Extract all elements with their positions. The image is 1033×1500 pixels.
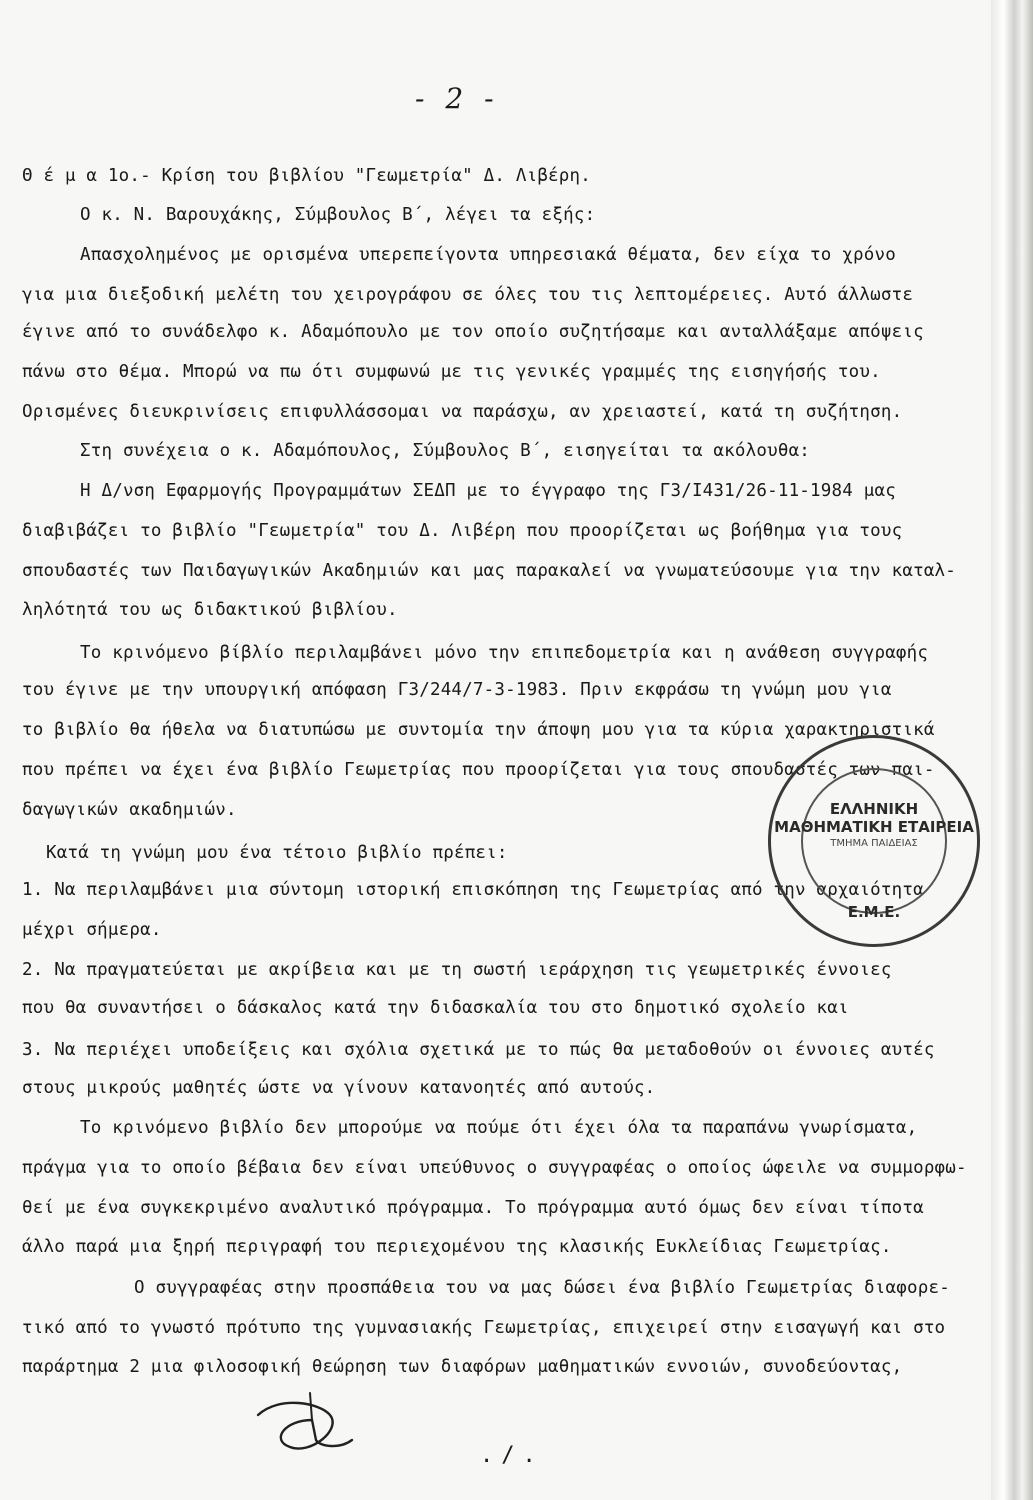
official-stamp: [768, 735, 980, 947]
text-line: πράγμα για το οποίο βέβαια δεν είναι υπεύθυνος ο συγγραφέας ο οποίος ώφειλε να συμμορφω-: [22, 1158, 967, 1178]
text-line: ληλότητά του ως διδακτικού βιβλίου.: [22, 600, 398, 620]
text-line: το βιβλίο θα ήθελα να διατυπώσω με συντομία την άποψη μου για τα κύρια χαρακτηριστικά: [22, 720, 935, 740]
list-item: 2. Να πραγματεύεται με ακρίβεια και με τη σωστή ιεράρχηση τις γεωμετρικές έννοιες: [22, 960, 892, 980]
text-line: σπουδαστές των Παιδαγωγικών Ακαδημιών και μας παρακαλεί να γνωματεύσουμε για την καταλ-: [22, 561, 957, 581]
continuation-marker: ./.: [480, 1443, 544, 1468]
list-item: 1. Να περιλαμβάνει μια σύντομη ιστορική επισκόπηση της Γεωμετρίας από την αρχαιότητα: [22, 880, 924, 900]
text-line: Ορισμένες διευκρινίσεις επιφυλλάσσομαι να παράσχω, αν χρειαστεί, κατά τη συζήτηση.: [22, 402, 903, 422]
stamp-ring-text: ΤΜΗΜΑ ΠΑΙΔΕΙΑΣ: [830, 838, 918, 849]
text-line: Κατά τη γνώμη μου ένα τέτοιο βιβλίο πρέπει:: [46, 843, 508, 863]
text-line: Το κρινόμενο βίβλίο περιλαμβάνει μόνο την επιπεδομετρία και η ανάθεση συγγραφής: [80, 643, 929, 663]
text-line: για μια διεξοδική μελέτη του χειρογράφου σε όλες του τις λεπτομέρειες. Αυτό άλλωστε: [22, 285, 914, 305]
page-edge: [991, 0, 1033, 1500]
text-line: Η Δ/νση Εφαρμογής Προγραμμάτων ΣΕΔΠ με το έγγραφο της Γ3/Ι431/26-11-1984 μας: [80, 481, 896, 501]
text-line: Ο κ. Ν. Βαρουχάκης, Σύμβουλος Β΄, λέγει τα εξής:: [80, 205, 596, 225]
handwritten-signature: [250, 1385, 360, 1465]
text-line: στους μικρούς μαθητές ώστε να γίνουν κατανοητές από αυτούς.: [22, 1078, 656, 1098]
text-line: έγινε από το συνάδελφο κ. Αδαμόπουλο με τον οποίο συζητήσαμε και ανταλλάξαμε απόψεις: [22, 322, 924, 342]
text-line: θεί με ένα συγκεκριμένο αναλυτικό πρόγραμμα. Το πρόγραμμα αυτό όμως δεν είναι τίποτα: [22, 1198, 924, 1218]
text-line: διαβιβάζει το βιβλίο "Γεωμετρία" του Δ. Λιβέρη που προορίζεται ως βοήθημα για τους: [22, 521, 903, 541]
text-line: δαγωγικών ακαδημιών.: [22, 800, 237, 820]
text-line: που θα συναντήσει ο δάσκαλος κατά την διδασκαλία του στο δημοτικό σχολείο και: [22, 998, 849, 1018]
text-line: άλλο παρά μια ξηρή περιγραφή του περιεχομένου της κλασικής Ευκλείδιας Γεωμετρίας.: [22, 1237, 892, 1257]
list-item: 3. Να περιέχει υποδείξεις και σχόλια σχετικά με το πώς θα μεταδοθούν οι έννοιες αυτές: [22, 1040, 935, 1060]
stamp-bottom-text: Ε.Μ.Ε.: [847, 903, 901, 921]
text-line: τικό από το γνωστό πρότυπο της γυμνασιακής Γεωμετρίας, επιχειρεί στην εισαγωγή και στο: [22, 1318, 946, 1338]
text-line: μέχρι σήμερα.: [22, 920, 162, 940]
stamp-top-text: ΕΛΛΗΝΙΚΗ ΜΑΘΗΜΑΤΙΚΗ ΕΤΑΙΡΕΙΑ: [774, 800, 974, 836]
text-line: πάνω στο θέμα. Μπορώ να πω ότι συμφωνώ με τις γενικές γραμμές της εισηγήσής του.: [22, 362, 881, 382]
text-line: του έγινε με την υπουργική απόφαση Γ3/244/7-3-1983. Πριν εκφράσω τη γνώμη μου για: [22, 680, 892, 700]
text-line: Το κρινόμενο βιβλίο δεν μπορούμε να πούμε ότι έχει όλα τα παραπάνω γνωρίσματα,: [80, 1118, 918, 1138]
text-line: παράρτημα 2 μια φιλοσοφική θεώρηση των διαφόρων μαθηματικών εννοιών, συνοδεύοντας,: [22, 1357, 903, 1377]
subject-line: Θ έ μ α 1ο.- Κρίση του βιβλίου "Γεωμετρία" Δ. Λιβέρη.: [22, 166, 592, 186]
text-line: Στη συνέχεια ο κ. Αδαμόπουλος, Σύμβουλος Β΄, εισηγείται τα ακόλουθα:: [80, 441, 811, 461]
text-line: Ο συγγραφέας στην προσπάθεια του να μας δώσει ένα βιβλίο Γεωμετρίας διαφορε-: [134, 1278, 950, 1298]
text-line: που πρέπει να έχει ένα βιβλίο Γεωμετρίας που προορίζεται για τους σπουδαστές των παι-: [22, 760, 935, 780]
page-number: - 2 -: [415, 82, 500, 115]
text-line: Απασχολημένος με ορισμένα υπερεπείγοντα υπηρεσιακά θέματα, δεν είχα το χρόνο: [80, 245, 896, 265]
